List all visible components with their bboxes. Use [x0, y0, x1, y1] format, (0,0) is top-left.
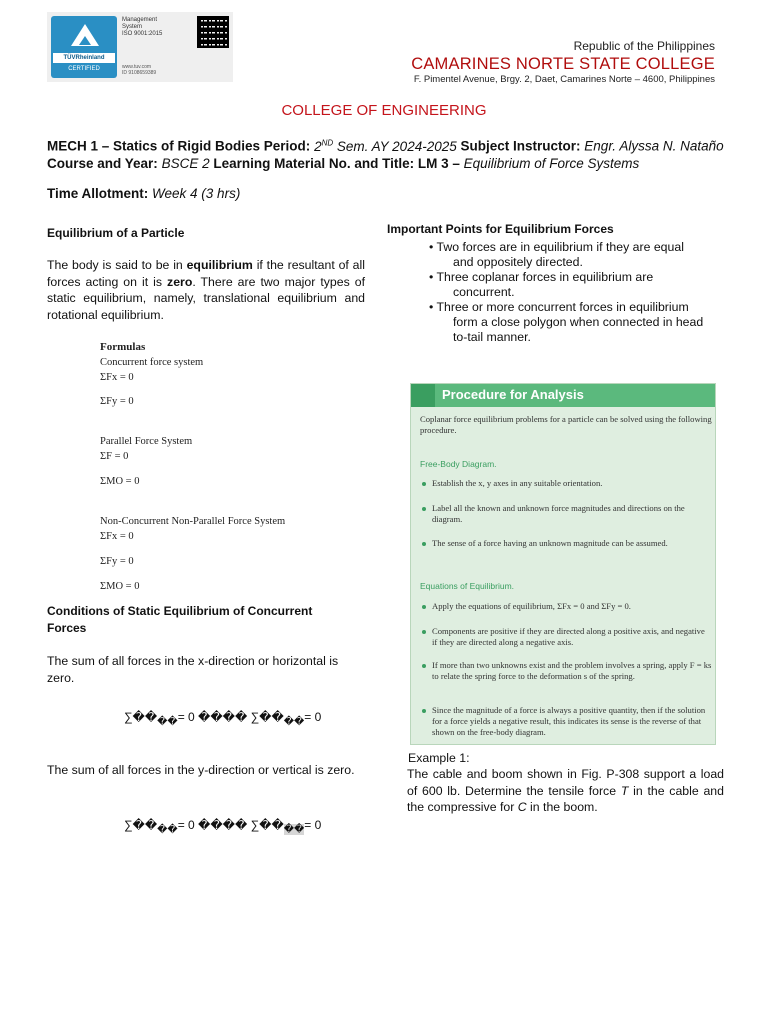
department-title: COLLEGE OF ENGINEERING [281, 102, 487, 119]
paragraph-y-direction: The sum of all forces in the y-direction or vertical is zero. [47, 763, 355, 777]
time-allotment: Time Allotment: Week 4 (3 hrs) [47, 186, 241, 201]
republic-text: Republic of the Philippines [573, 39, 715, 53]
course-meta: MECH 1 – Statics of Rigid Bodies Period: 2ND Sem. AY 2024-2025 Subject Instructor: Engr. Alyssa N. Nataño Course and Year: BSCE 2 Learning Material No. and Title: LM 3 – Equilibrium of Force Systems [47, 138, 724, 171]
tuv-logo [51, 16, 117, 78]
college-address: F. Pimentel Avenue, Brgy. 2, Daet, Camarines Norte – 4600, Philippines [413, 74, 715, 85]
bullet-three-coplanar: • Three coplanar forces in equilibrium are concurrent. [429, 270, 654, 299]
certification-badge [47, 12, 233, 82]
tuv-brand: TÜVRheinland [53, 53, 115, 63]
paragraph-x-direction: The sum of all forces in the x-direction or horizontal is zero. [47, 654, 339, 685]
cert-text: Management System ISO 9001:2015 [122, 17, 163, 37]
certified-label: CERTIFIED [68, 66, 100, 72]
procedure-for-analysis-box: Procedure for Analysis Coplanar force equilibrium problems for a particle can be solved using the following procedure. Free-Body Diagram. Establish the x, y axes in any suitable orientation. Label all the known and unknown force magnitudes and directions on the diagram. The sense of a force having an unknown magnitude can be assumed. Equations of Equilibrium. Apply the equations of equilibrium, ΣFx = 0 and ΣFy = 0. Components are positive if they are directed along a positive axis, and negative if they are directed along a negative axis. If more than two unknowns exist and the problem involves a spring, apply F = ks to relate the spring force to the deformation s of the spring. Since the magnitude of a force is always a positive quantity, then if the solution for a force yields a negative result, this indicates its sense is the reverse of that shown on the free-body diagram. [410, 383, 716, 745]
heading-conditions: Conditions of Static Equilibrium of Concurrent Forces [47, 604, 313, 635]
cert-small-text: www.tuv.com ID 9108659389 [122, 64, 157, 76]
heading-important-points: Important Points for Equilibrium Forces [387, 222, 614, 236]
example-label: Example 1: [408, 751, 470, 765]
heading-equilibrium-particle: Equilibrium of a Particle [47, 226, 185, 240]
bullet-concurrent-polygon: • Three or more concurrent forces in equilibrium form a close polygon when connected in head to-tail manner. [429, 300, 704, 344]
example-text: The cable and boom shown in Fig. P-308 support a load of 600 lb. Determine the tensile force T in the cable and the compressive for C in the boom. [407, 767, 724, 814]
college-name: CAMARINES NORTE STATE COLLEGE [411, 55, 715, 73]
procedure-title: Procedure for Analysis [442, 387, 584, 402]
paragraph-equilibrium: The body is said to be in equilibrium if the resultant of all forces acting on it is zero. There are two major types of static equilibrium, namely, translational equilibrium and rotational equilibrium. [47, 258, 365, 322]
equation-y: $\sum��_{��}= 0$ ���� $\sum��_{��}= 0$ [124, 818, 322, 836]
qr-code-icon [197, 16, 229, 48]
bullet-two-forces: • Two forces are in equilibrium if they are equal and oppositely directed. [429, 240, 684, 269]
equation-x: $\sum��_{��}= 0$ ���� $\sum��_{��}= 0$ [124, 710, 322, 728]
